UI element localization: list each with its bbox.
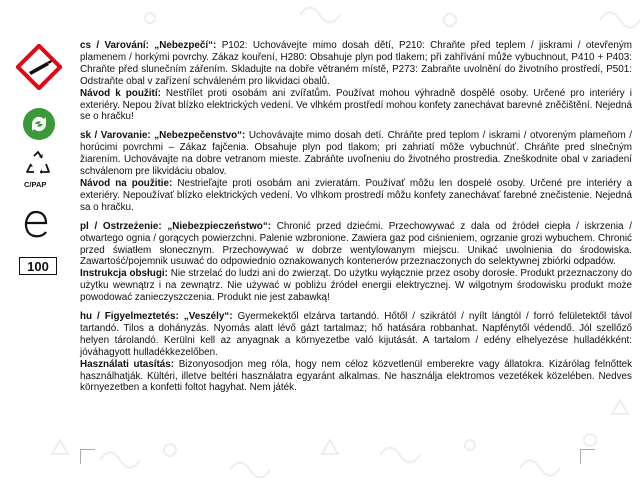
flammable-aerosol-pictogram <box>16 44 62 90</box>
green-dot-recycle-icon <box>22 107 56 141</box>
cs-usage <box>80 88 632 124</box>
sk-warning-heading: sk / Varovanie: „Nebezpečenstvo“: <box>80 130 246 142</box>
pictogram-column <box>0 0 80 482</box>
cs-usage-text: Nestřílet proti osobám ani zvířatům. Používat mohou výhradně dospělé osoby. Určené pro interiéry i exteriéry. Nepou žívat blízko elektrických vedení. Ve vlhkém prostředí mohou konfety zanechávat barevné zněčištění. Nejedná se o hračku! <box>80 87 633 123</box>
hu-usage-heading: Használati utasítás: <box>80 358 175 370</box>
cs-usage-heading: Návod k použití: <box>80 87 161 99</box>
sk-warning <box>80 130 632 178</box>
hu-warning-heading: hu / Figyelmeztetés: „Veszély“: <box>80 311 233 323</box>
cs-warning-heading: cs / Varování: „Nebezpečí“: <box>80 40 217 51</box>
hu-warning <box>80 311 632 359</box>
label-text <box>80 40 632 394</box>
recycle-triangle-icon <box>24 150 52 178</box>
sk-usage <box>80 178 632 214</box>
volume-box: 100 <box>19 257 57 275</box>
pl-warning <box>80 221 632 269</box>
hu-usage <box>80 359 632 395</box>
pl-usage-heading: Instrukcja obsługi: <box>80 268 168 280</box>
cpap-label: C/PAP <box>24 180 47 189</box>
cs-warning-text: P102: Uchovávejte mimo dosah dětí, P210: Chraňte před teplem / jiskrami / otevřeným plamenem / horkými povrchy. Zákaz kouření, H280: Obsahuje plyn pod tlakem; při zahřívání může vybuchnout, P410 + P403: Chraňte před slunečním zářením. Skladujte na dobře větraném místě, P273: Zabraňte uvolnění do životního prostředí, P501: Odstraňte obal v zařízení schváleném pro likvidaci obalů. <box>80 40 632 87</box>
pl-usage-text: Nie strzelać do ludzi ani do zwierząt. Do użytku wyłącznie przez osoby dorosłe. Produkt przeznaczony do użytku wewnątrz i na zewnątrz. Nie używać w pobliżu źródeł energii elektrycznej. W wilgotnym środowisku produkt może powodować zanieczyszczenia. Produkt nie jest zabawką! <box>80 268 633 304</box>
sk-usage-text: Nestrieľajte proti osobám ani zvieratám. Používať môžu len dospelé osoby. Určené pre interiéry a exteriéry. Nepoužívať blízko elektrických vedení. Vo vlhkom prostredí môžu konfety zanechávať farebné znečistenie. Nejedná sa o hračku. <box>80 177 633 213</box>
e-mark-icon <box>22 206 50 240</box>
hu-usage-text: Bizonyosodjon meg róla, hogy nem céloz közvetlenül emberekre vagy állatokra. Kizárólag felnőttek használhatják. Kültéri, illetve beltéri használatra egyaránt alkalmas. Ne használja elektromos vezetékek közelében. Nedves környezetben a konfetti foltot hagyhat. Nem játék. <box>80 358 633 394</box>
hu-warning-text: Gyermekektől elzárva tartandó. Hőtől / szikrától / nyílt lángtól / forró felületektől távol tartandó. Tilos a dohányzás. Nyomás alatt lévő gázt tartalmaz; hő hatására robbanhat. Napfénytől védendő. Jól szellőző helyen tárolandó. Kerülni kell az anyagnak a környezetbe való kijutását. A tartalom / edény elhelyezése hulladékként: jóváhagyott hulladékkezelőben. <box>80 311 632 358</box>
pl-warning-heading: pl / Ostrzeżenie: „Niebezpieczeństwo“: <box>80 220 272 232</box>
sk-warning-text: Uchovávajte mimo dosah detí. Chráňte pred teplom / iskrami / otvoreným plameňom / horúcimi povrchmi – Zákaz fajčenia. Obsahuje plyn pod tlakom; pri zahriatí môže vybuchnúť. Chráňte pred slnečným žiarením. Uchovávajte na dobre vetranom mieste. Zabráňte uvoľneniu do životného prostredia. Zneškodnite obal v zariadení schválenom pre likvidáciu obalov. <box>80 130 632 178</box>
pl-warning-text: Chronić przed dziećmi. Przechowywać z dala od źródeł ciepła / iskrzenia / otwartego ognia / gorących powierzchni. Palenie wzbronione. Zawiera gaz pod ciśnieniem, ogrzanie grozi wybuchem. Chronić przed światłem słonecznym. Przechowywać w dobrze wentylowanym miejscu. Unikać uwolnienia do środowiska. Zawartość/pojemnik usuwać do odpowiednio oznakowanych kontenerów przeznaczonych do selektywnej zbiórki odpadów. <box>80 220 632 268</box>
pl-usage <box>80 268 632 304</box>
sk-usage-heading: Návod na použitie: <box>80 177 173 189</box>
crop-mark-right <box>580 449 595 464</box>
crop-mark-left <box>80 449 95 464</box>
cs-warning <box>80 40 632 88</box>
